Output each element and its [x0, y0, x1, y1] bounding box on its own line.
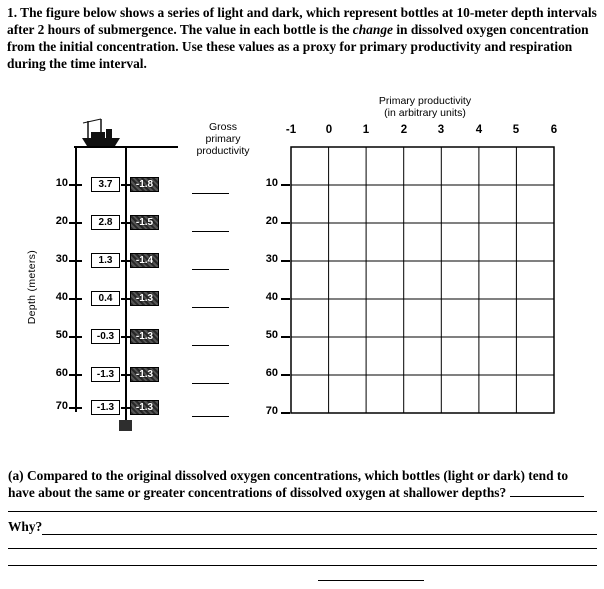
- intro-italic-word: change: [352, 22, 393, 38]
- depth-tick: [69, 298, 82, 300]
- light-bottle: 3.7: [91, 177, 120, 192]
- chart-title: [360, 95, 490, 119]
- x-tick-label: 0: [325, 124, 333, 136]
- gross-pp-blank: [192, 193, 229, 194]
- gross-pp-blank: [192, 383, 229, 384]
- x-tick-label: 3: [437, 124, 445, 136]
- answer-line-why: [42, 519, 597, 535]
- light-bottle: 2.8: [91, 215, 120, 230]
- depth-label: 40: [55, 291, 68, 303]
- grid-depth-tick: [281, 184, 290, 186]
- x-tick-label: 4: [475, 124, 483, 136]
- grid-depth-label: 40: [265, 291, 278, 303]
- depth-label: 50: [55, 329, 68, 341]
- dark-bottle: -1.5: [130, 215, 159, 230]
- bottle-connector: [121, 336, 130, 338]
- chart-title-line2: (in arbitrary units): [384, 107, 466, 120]
- answer-line: [8, 565, 597, 566]
- light-bottle: -1.3: [91, 367, 120, 382]
- chart-title-line1: Primary productivity: [378, 95, 472, 107]
- light-bottle: -1.3: [91, 400, 120, 415]
- grid-depth-label: 20: [265, 215, 278, 227]
- x-tick-label: -1: [285, 124, 297, 136]
- depth-label: 30: [55, 253, 68, 265]
- gross-pp-blank: [192, 345, 229, 346]
- light-bottle: 0.4: [91, 291, 120, 306]
- grid-depth-label: 50: [265, 329, 278, 341]
- gross-pp-blank: [192, 231, 229, 232]
- depth-tick: [69, 184, 82, 186]
- grid-depth-tick: [281, 298, 290, 300]
- dark-bottle: -1.3: [130, 329, 159, 344]
- question-a: [8, 467, 597, 501]
- dark-bottle: -1.8: [130, 177, 159, 192]
- depth-tick: [69, 374, 82, 376]
- depth-axis-label: Depth (meters): [26, 250, 38, 325]
- bottle-connector: [121, 222, 130, 224]
- depth-tick: [69, 407, 82, 409]
- grid-depth-tick: [281, 222, 290, 224]
- gross-pp-header: [178, 121, 268, 157]
- x-tick-label: 6: [550, 124, 558, 136]
- depth-label: 20: [55, 215, 68, 227]
- answer-line: [8, 548, 597, 549]
- gross-pp-blank: [192, 416, 229, 417]
- answer-line-short: [318, 580, 424, 581]
- grid-depth-label: 10: [265, 177, 278, 189]
- depth-label: 60: [55, 367, 68, 379]
- depth-label: 70: [55, 400, 68, 412]
- bottle-connector: [121, 260, 130, 262]
- gross-pp-header-line1: Gross: [208, 121, 237, 133]
- answer-blank-a: [510, 484, 584, 497]
- depth-tick: [69, 222, 82, 224]
- bottle-connector: [121, 374, 130, 376]
- gross-pp-header-line2: primary productivity: [196, 133, 250, 158]
- x-tick-label: 5: [512, 124, 520, 136]
- x-tick-label: 1: [362, 124, 370, 136]
- grid-depth-label: 60: [265, 367, 278, 379]
- why-question: [8, 518, 597, 535]
- dark-bottle: -1.3: [130, 291, 159, 306]
- depth-tick: [69, 260, 82, 262]
- grid-depth-tick: [281, 374, 290, 376]
- intro-text-1: 1. The figure below shows a series of light and dark, which represent bottles at 10-meter depth intervals after 2 hours of submergence. The value in each bottle is the: [7, 5, 597, 38]
- intro-text-2: in dissolved oxygen concentration from the initial concentration. Use these values as a proxy for primary productivity and respiration during the time interval.: [7, 22, 589, 72]
- bottle-connector: [121, 184, 130, 186]
- grid-depth-label: 30: [265, 253, 278, 265]
- questions-section: [8, 467, 597, 581]
- light-bottle: -0.3: [91, 329, 120, 344]
- answer-line: [8, 511, 597, 512]
- grid-depth-label: 70: [265, 405, 278, 417]
- why-label: Why?: [8, 519, 43, 535]
- gross-pp-blank: [192, 269, 229, 270]
- dark-bottle: -1.3: [130, 400, 159, 415]
- grid-depth-tick: [281, 336, 290, 338]
- grid-depth-tick: [281, 412, 290, 414]
- bottle-connector: [121, 298, 130, 300]
- x-tick-label: 2: [400, 124, 408, 136]
- ship-icon: [79, 117, 123, 147]
- dark-bottle: -1.3: [130, 367, 159, 382]
- bottle-connector: [121, 407, 130, 409]
- productivity-grid: [290, 146, 555, 414]
- anchor-weight: [119, 420, 132, 431]
- gross-pp-blank: [192, 307, 229, 308]
- depth-tick: [69, 336, 82, 338]
- mooring-line: [125, 147, 127, 421]
- depth-label: 10: [55, 177, 68, 189]
- depth-axis-line: [75, 147, 77, 412]
- light-bottle: 1.3: [91, 253, 120, 268]
- grid-depth-tick: [281, 260, 290, 262]
- question-a-text: (a) Compared to the original dissolved oxygen concentrations, which bottles (light or dark) tend to have about the same or greater concentrations of dissolved oxygen at shallower depths?: [8, 468, 569, 501]
- dark-bottle: -1.4: [130, 253, 159, 268]
